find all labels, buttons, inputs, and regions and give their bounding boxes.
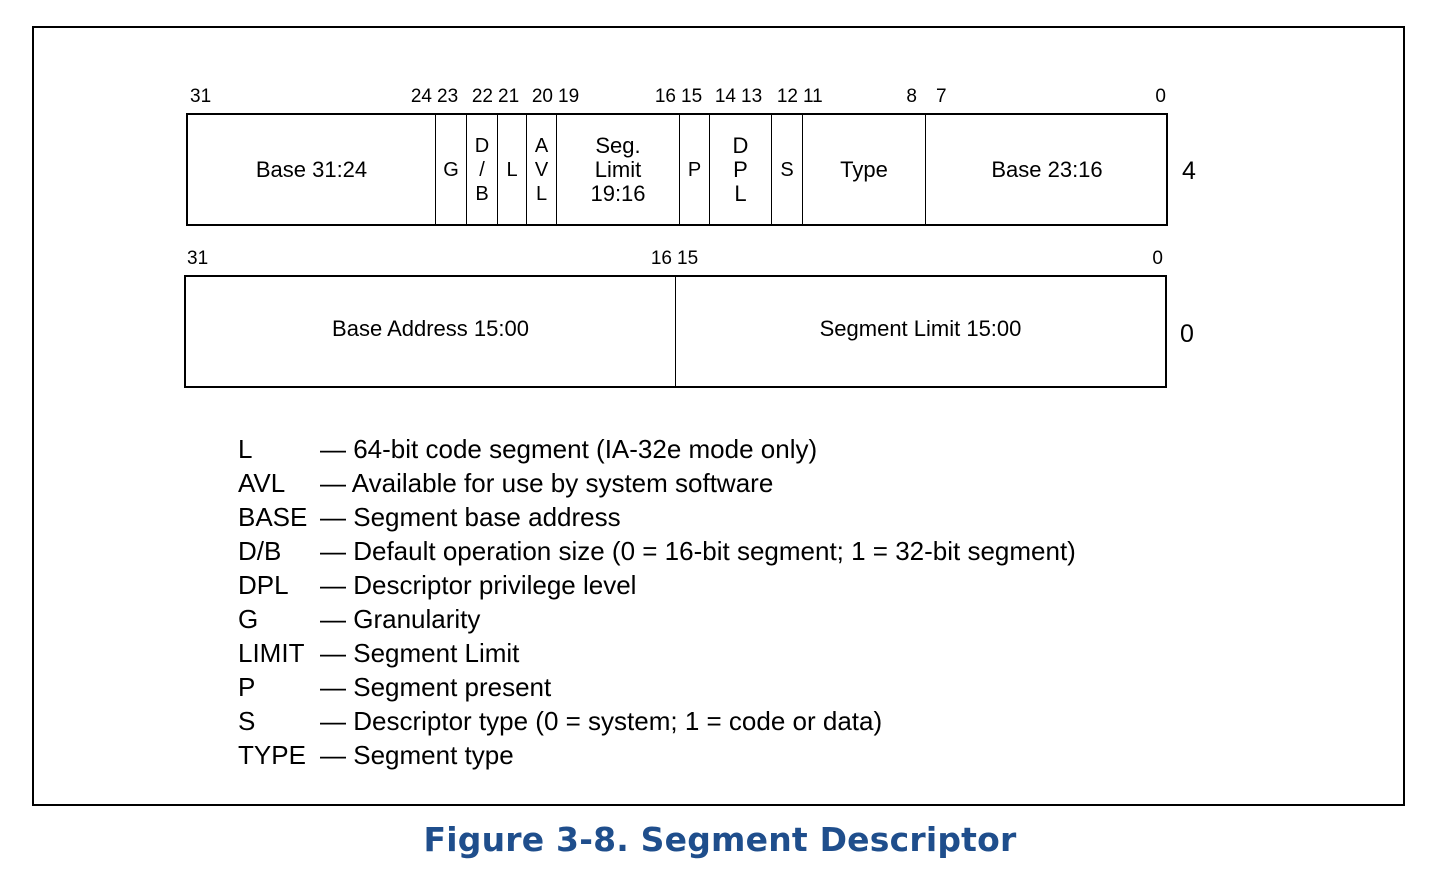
field-p-text: P [687, 158, 702, 181]
descriptor-low-dword [184, 275, 1167, 388]
field-type [803, 115, 926, 224]
field-type-text: Type [840, 156, 888, 182]
field-seg-limit19-16-text: Seg. [595, 132, 641, 158]
legend-desc: — Segment Limit [320, 638, 520, 668]
legend-abbr: TYPE [238, 740, 306, 770]
field-d-b-text: D [474, 134, 490, 157]
field-seg-limit19-16-text: 19:16 [590, 180, 646, 206]
field-dpl-text: P [733, 156, 748, 182]
field-avl [527, 115, 557, 224]
field-s [772, 115, 803, 224]
field-s-text: S [780, 158, 794, 181]
descriptor-high-dword [186, 113, 1168, 226]
row-label-high: 4 [1182, 157, 1196, 185]
figure-caption: Figure 3-8. Segment Descriptor [423, 820, 1017, 859]
field-d-b [467, 115, 498, 224]
legend-desc: — 64-bit code segment (IA-32e mode only) [320, 434, 818, 464]
legend-desc: — Available for use by system software [320, 468, 774, 498]
high-bit-16: 16 [654, 86, 676, 107]
legend-desc: — Default operation size (0 = 16-bit segment; 1 = 32-bit segment) [320, 536, 1076, 566]
high-bit-0: 0 [1155, 86, 1166, 107]
legend-abbr: S [238, 706, 256, 736]
legend-desc: — Segment present [320, 672, 552, 702]
field-p [680, 115, 710, 224]
legend-abbr: D/B [238, 536, 282, 566]
field-base-23-16 [926, 115, 1168, 224]
field-d-b-text: / [479, 158, 485, 181]
high-bit-24: 24 [410, 86, 432, 107]
legend-desc: — Descriptor type (0 = system; 1 = code or data) [320, 706, 883, 736]
low-bit-31: 31 [187, 248, 209, 269]
high-bit-31: 31 [190, 86, 212, 107]
field-l-text: L [506, 158, 518, 181]
field-g-text: G [443, 158, 459, 181]
legend-abbr: LIMIT [238, 638, 305, 668]
field-avl-text: L [535, 182, 548, 205]
high-bit-20: 20 [531, 86, 553, 107]
legend-abbr: BASE [238, 502, 308, 532]
legend-desc: — Granularity [320, 604, 481, 634]
legend-abbr: AVL [238, 468, 286, 498]
field-dpl [710, 115, 772, 224]
field-base-address-15-00: Base Address 15:00 [186, 277, 676, 386]
legend-desc: — Segment type [320, 740, 514, 770]
field-base-31-24-text: Base 31:24 [255, 156, 368, 182]
high-bit-23: 23 [437, 86, 459, 107]
field-dpl-text: L [734, 180, 747, 206]
field-dpl-text: D [732, 132, 749, 158]
field-avl-text: V [534, 158, 549, 181]
legend-desc: — Segment base address [320, 502, 621, 532]
high-bit-12: 12 [776, 86, 798, 107]
high-bit-19: 19 [558, 86, 580, 107]
field-base-23-16-text: Base 23:16 [991, 156, 1103, 182]
field-g [436, 115, 467, 224]
field-l [498, 115, 527, 224]
field-d-b-text: B [475, 182, 489, 205]
field-avl-text: A [534, 134, 549, 157]
high-bit-8: 8 [906, 86, 917, 107]
high-bit-22: 22 [471, 86, 493, 107]
high-bit-14: 14 [714, 86, 736, 107]
high-bit-13: 13 [741, 86, 763, 107]
row-label-low: 0 [1180, 320, 1194, 348]
low-bit-15: 15 [677, 248, 699, 269]
high-bit-11: 11 [803, 86, 823, 107]
high-bit-15: 15 [681, 86, 703, 107]
field-segment-limit-15-00: Segment Limit 15:00 [819, 315, 1022, 341]
legend-abbr: DPL [238, 570, 289, 600]
legend-abbr: P [238, 672, 256, 702]
legend-abbr: G [238, 604, 259, 634]
field-seg-limit19-16-text: Limit [594, 156, 642, 182]
high-bit-21: 21 [498, 86, 520, 107]
high-bit-7: 7 [936, 86, 947, 107]
low-bit-16: 16 [650, 248, 672, 269]
field-seg-limit19-16 [557, 115, 680, 224]
field-base-31-24 [188, 115, 436, 224]
low-bit-0: 0 [1152, 248, 1163, 269]
legend-abbr: L [238, 434, 253, 464]
legend-desc: — Descriptor privilege level [320, 570, 637, 600]
